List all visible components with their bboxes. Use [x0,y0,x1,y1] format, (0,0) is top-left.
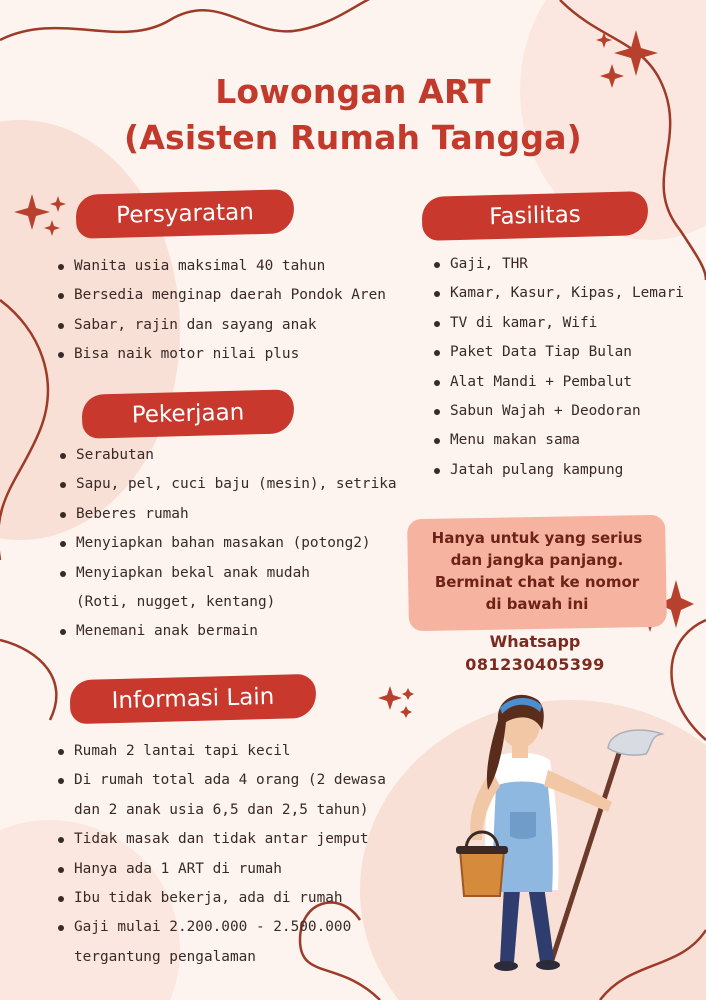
informasi-heading: Informasi Lain [69,674,316,724]
page-subtitle: (Asisten Rumah Tangga) [124,118,582,157]
list-item: Menemani anak bermain [58,617,397,646]
list-item: Ibu tidak bekerja, ada di rumah [56,884,386,913]
list-item: Serabutan [58,441,397,470]
informasi-list [56,737,386,972]
page-title: Lowongan ART [215,72,491,111]
list-item: Rumah 2 lantai tapi kecil [56,737,386,766]
fasilitas-heading: Fasilitas [421,191,648,241]
list-item: Sabun Wajah + Deodoran [432,397,684,426]
whatsapp-number[interactable]: 081230405399 [465,655,605,674]
list-item: Gaji, THR [432,250,684,279]
list-item: Gaji mulai 2.200.000 - 2.500.000 [56,913,386,942]
note-line: Berminat chat ke nomor [434,573,640,591]
list-item-continuation: dan 2 anak usia 6,5 dan 2,5 tahun) [74,801,369,818]
note-line: dan jangka panjang. [450,551,624,569]
list-item: TV di kamar, Wifi [432,309,684,338]
list-item: Sabar, rajin dan sayang anak [56,311,386,340]
note-text [408,527,666,615]
list-item: Jatah pulang kampung [432,456,684,485]
sparkle-icon [378,684,418,718]
whatsapp-label: Whatsapp [489,632,581,651]
list-item: Paket Data Tiap Bulan [432,338,684,367]
sparkle-icon [12,192,72,242]
list-item: Kamar, Kasur, Kipas, Lemari [432,279,684,308]
list-item: Bersedia menginap daerah Pondok Aren [56,281,386,310]
list-item: Sapu, pel, cuci baju (mesin), setrika [58,470,397,499]
list-item: Wanita usia maksimal 40 tahun [56,252,386,281]
persyaratan-heading: Persyaratan [75,189,294,239]
list-item: Menyiapkan bahan masakan (potong2) [58,529,397,558]
list-item: Menu makan sama [432,426,684,455]
pekerjaan-list [58,441,397,647]
list-item: Hanya ada 1 ART di rumah [56,855,386,884]
list-item: Di rumah total ada 4 orang (2 dewasa [56,766,386,795]
list-item-continuation: tergantung pengalaman [74,948,256,965]
list-item-continuation: (Roti, nugget, kentang) [76,594,276,611]
list-item: Menyiapkan bekal anak mudah [58,559,397,588]
housekeeper-illustration [440,690,670,980]
list-item: Beberes rumah [58,500,397,529]
pekerjaan-heading: Pekerjaan [81,389,294,439]
list-item: Alat Mandi + Pembalut [432,368,684,397]
list-item: Bisa naik motor nilai plus [56,340,386,369]
persyaratan-list [56,252,386,370]
note-line: di bawah ini [485,595,589,613]
note-line: Hanya untuk yang serius [431,529,643,547]
list-item: Tidak masak dan tidak antar jemput [56,825,386,854]
fasilitas-list [432,250,684,485]
